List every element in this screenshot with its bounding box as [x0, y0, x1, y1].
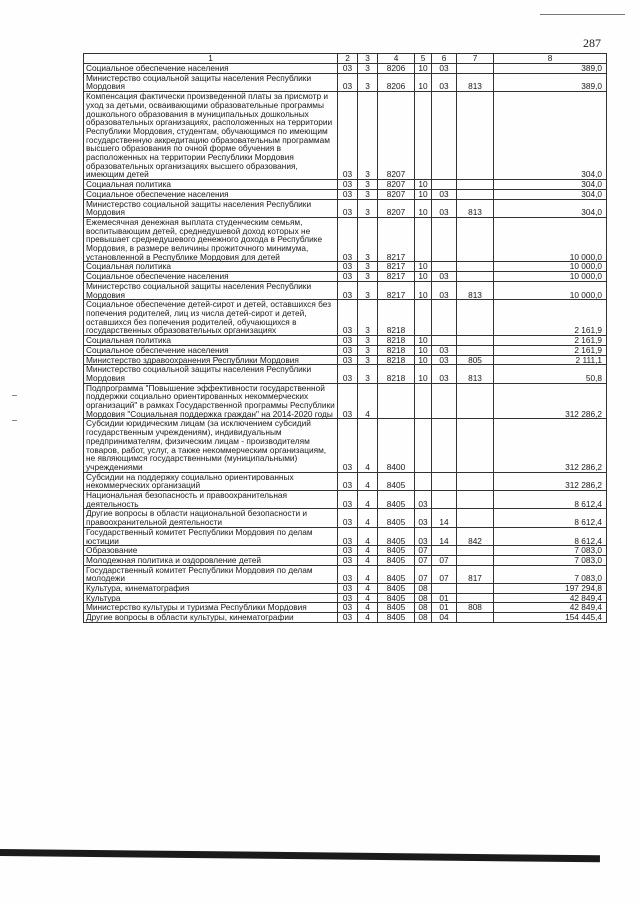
code-5: 10 [415, 336, 432, 346]
code-6: 01 [432, 593, 457, 603]
code-6: 03 [432, 272, 457, 282]
code-6: 01 [432, 603, 457, 613]
table-row [84, 491, 607, 509]
code-2: 03 [338, 180, 358, 190]
code-6: 03 [432, 64, 457, 74]
code-3: 3 [358, 365, 378, 383]
code-4: 8405 [378, 565, 415, 583]
column-header: 1 [84, 54, 338, 64]
amount: 154 445,4 [494, 613, 607, 623]
code-7 [457, 491, 494, 509]
amount: 7 083,0 [494, 555, 607, 565]
code-4: 8405 [378, 472, 415, 490]
row-name: Государственный комитет Республики Мордовия по делам молодежи [84, 565, 338, 583]
amount: 42 849,4 [494, 603, 607, 613]
code-6 [432, 472, 457, 490]
code-7 [457, 64, 494, 74]
code-7 [457, 189, 494, 199]
code-6: 03 [432, 345, 457, 355]
code-3: 3 [358, 355, 378, 365]
code-5: 10 [415, 262, 432, 272]
code-6 [432, 217, 457, 262]
code-7 [457, 383, 494, 419]
row-name: Подпрограмма "Повышение эффективности государственной поддержки социально ориентированных некоммерческих организаций" в рамках Государственной программы Республики Мордовия "Социальная поддержка граждан" на 2014-2020 годы [84, 383, 338, 419]
row-name: Министерство социальной защиты населения Республики Мордовия [84, 281, 338, 299]
amount: 389,0 [494, 64, 607, 74]
code-7 [457, 593, 494, 603]
table-row [84, 603, 607, 613]
code-6 [432, 92, 457, 180]
code-4: 8206 [378, 64, 415, 74]
row-name: Компенсация фактически произведенной платы за присмотр и уход за детьми, осваивающими образовательные программы дошкольного образования в муниципальных дошкольных образовательных организациях, расположенных на территории Республики Мордовия, студентам, обучающимся по имеющим государственную аккредитацию образовательным программам высшего образования по очной форме обучения в расположенных на территории Республики Мордовия образовательных организациях высшего образования, имеющим детей [84, 92, 338, 180]
code-5: 10 [415, 73, 432, 91]
code-5: 08 [415, 613, 432, 623]
table-row [84, 472, 607, 490]
code-4 [378, 383, 415, 419]
table-row [84, 189, 607, 199]
code-2: 03 [338, 199, 358, 217]
code-3: 3 [358, 199, 378, 217]
code-5: 10 [415, 355, 432, 365]
code-5: 10 [415, 345, 432, 355]
code-3: 3 [358, 272, 378, 282]
code-7 [457, 336, 494, 346]
amount: 10 000,0 [494, 262, 607, 272]
code-3: 4 [358, 509, 378, 527]
code-7: 842 [457, 527, 494, 545]
code-5: 10 [415, 199, 432, 217]
code-7: 817 [457, 565, 494, 583]
code-6: 03 [432, 281, 457, 299]
code-6 [432, 300, 457, 336]
code-2: 03 [338, 565, 358, 583]
code-2: 03 [338, 300, 358, 336]
code-4: 8405 [378, 584, 415, 594]
amount: 7 083,0 [494, 565, 607, 583]
code-3: 3 [358, 189, 378, 199]
code-5: 03 [415, 527, 432, 545]
code-2: 03 [338, 491, 358, 509]
code-3: 3 [358, 345, 378, 355]
code-4: 8218 [378, 336, 415, 346]
amount: 312 286,2 [494, 419, 607, 472]
code-3: 4 [358, 546, 378, 556]
amount: 7 083,0 [494, 546, 607, 556]
code-4: 8405 [378, 491, 415, 509]
code-5 [415, 300, 432, 336]
code-6: 03 [432, 73, 457, 91]
code-7 [457, 472, 494, 490]
amount: 2 161,9 [494, 300, 607, 336]
amount: 2 111,1 [494, 355, 607, 365]
code-2: 03 [338, 593, 358, 603]
code-4: 8217 [378, 262, 415, 272]
code-5: 10 [415, 272, 432, 282]
code-5: 10 [415, 180, 432, 190]
amount: 304,0 [494, 199, 607, 217]
code-2: 03 [338, 217, 358, 262]
amount: 304,0 [494, 92, 607, 180]
scan-edge-bar [0, 849, 600, 862]
code-7: 805 [457, 355, 494, 365]
code-4: 8207 [378, 199, 415, 217]
code-6 [432, 180, 457, 190]
code-3: 3 [358, 281, 378, 299]
column-header: 5 [415, 54, 432, 64]
code-3: 4 [358, 593, 378, 603]
code-3: 3 [358, 217, 378, 262]
row-name: Министерство культуры и туризма Республики Мордовия [84, 603, 338, 613]
code-3: 4 [358, 419, 378, 472]
margin-marks [12, 395, 17, 421]
code-2: 03 [338, 64, 358, 74]
code-4: 8405 [378, 555, 415, 565]
code-2: 03 [338, 272, 358, 282]
code-2: 03 [338, 472, 358, 490]
column-header: 3 [358, 54, 378, 64]
code-5: 08 [415, 593, 432, 603]
table-row [84, 509, 607, 527]
code-6: 14 [432, 527, 457, 545]
row-name: Молодежная политика и оздоровление детей [84, 555, 338, 565]
code-2: 03 [338, 189, 358, 199]
code-2: 03 [338, 345, 358, 355]
row-name: Другие вопросы в области культуры, кинематографии [84, 613, 338, 623]
code-2: 03 [338, 73, 358, 91]
table-row [84, 555, 607, 565]
table-row [84, 272, 607, 282]
page-number: 287 [583, 36, 601, 50]
code-3: 3 [358, 262, 378, 272]
column-header: 7 [457, 54, 494, 64]
table-row [84, 180, 607, 190]
code-6 [432, 584, 457, 594]
row-name: Культура, кинематография [84, 584, 338, 594]
code-5: 08 [415, 584, 432, 594]
row-name: Культура [84, 593, 338, 603]
code-2: 03 [338, 365, 358, 383]
code-6 [432, 491, 457, 509]
row-name: Социальная политика [84, 180, 338, 190]
code-6 [432, 383, 457, 419]
code-4: 8405 [378, 593, 415, 603]
code-2: 03 [338, 92, 358, 180]
code-5: 10 [415, 64, 432, 74]
amount: 389,0 [494, 73, 607, 91]
budget-table [83, 53, 607, 623]
row-name: Министерство социальной защиты населения Республики Мордовия [84, 365, 338, 383]
amount: 304,0 [494, 189, 607, 199]
code-6: 03 [432, 189, 457, 199]
row-name: Субсидии юридическим лицам (за исключением субсидий государственным учреждениям), индивидуальным предпринимателям, физическим лицам - производителям товаров, работ, услуг, а также некоммерческим организациям, не являющимся государственными (муниципальными) учреждениями [84, 419, 338, 472]
code-5 [415, 92, 432, 180]
table-row [84, 262, 607, 272]
code-6 [432, 419, 457, 472]
table-row [84, 345, 607, 355]
table-row [84, 64, 607, 74]
amount: 10 000,0 [494, 217, 607, 262]
code-2: 03 [338, 262, 358, 272]
table-row [84, 419, 607, 472]
code-3: 4 [358, 491, 378, 509]
code-2: 03 [338, 613, 358, 623]
code-7: 808 [457, 603, 494, 613]
code-7 [457, 509, 494, 527]
table-row [84, 336, 607, 346]
code-7 [457, 584, 494, 594]
code-2: 03 [338, 336, 358, 346]
row-name: Образование [84, 546, 338, 556]
code-5 [415, 419, 432, 472]
row-name: Ежемесячная денежная выплата студенческим семьям, воспитывающим детей, среднедушевой доход которых не превышает среднедушевого денежного дохода в Республике Мордовия, в размере величины прожиточного минимума, установленной в Республике Мордовия для детей [84, 217, 338, 262]
code-7 [457, 613, 494, 623]
code-7: 813 [457, 281, 494, 299]
row-name: Социальная политика [84, 262, 338, 272]
code-6: 07 [432, 555, 457, 565]
code-6 [432, 262, 457, 272]
code-4: 8405 [378, 509, 415, 527]
code-3: 3 [358, 336, 378, 346]
code-4: 8207 [378, 180, 415, 190]
code-7 [457, 546, 494, 556]
code-4: 8217 [378, 217, 415, 262]
table-row [84, 613, 607, 623]
code-7 [457, 217, 494, 262]
table-row [84, 281, 607, 299]
code-2: 03 [338, 584, 358, 594]
code-3: 3 [358, 73, 378, 91]
row-name: Социальное обеспечение населения [84, 345, 338, 355]
row-name: Национальная безопасность и правоохранительная деятельность [84, 491, 338, 509]
amount: 2 161,9 [494, 336, 607, 346]
code-5: 07 [415, 565, 432, 583]
row-name: Социальное обеспечение населения [84, 272, 338, 282]
row-name: Социальное обеспечение населения [84, 189, 338, 199]
code-7 [457, 345, 494, 355]
code-6 [432, 546, 457, 556]
code-2: 03 [338, 419, 358, 472]
amount: 312 286,2 [494, 472, 607, 490]
code-6: 07 [432, 565, 457, 583]
row-name: Другие вопросы в области национальной безопасности и правоохранительной деятельности [84, 509, 338, 527]
amount: 312 286,2 [494, 383, 607, 419]
code-5: 03 [415, 491, 432, 509]
code-2: 03 [338, 527, 358, 545]
code-5 [415, 472, 432, 490]
code-7 [457, 272, 494, 282]
row-name: Министерство здравоохранения Республики Мордовия [84, 355, 338, 365]
code-6: 04 [432, 613, 457, 623]
code-7: 813 [457, 365, 494, 383]
code-3: 3 [358, 64, 378, 74]
code-4: 8405 [378, 613, 415, 623]
code-4: 8405 [378, 527, 415, 545]
code-3: 3 [358, 92, 378, 180]
amount: 8 612,4 [494, 527, 607, 545]
row-name: Государственный комитет Республики Мордовия по делам юстиции [84, 527, 338, 545]
row-name: Субсидии на поддержку социально ориентированных некоммерческих организаций [84, 472, 338, 490]
code-2: 03 [338, 555, 358, 565]
code-5: 07 [415, 555, 432, 565]
code-2: 03 [338, 281, 358, 299]
top-rule [540, 14, 625, 15]
table-row [84, 73, 607, 91]
code-5 [415, 217, 432, 262]
code-5: 10 [415, 189, 432, 199]
code-5: 10 [415, 281, 432, 299]
code-4: 8218 [378, 300, 415, 336]
row-name: Министерство социальной защиты населения Республики Мордовия [84, 199, 338, 217]
code-4: 8207 [378, 92, 415, 180]
code-6: 03 [432, 365, 457, 383]
table-row [84, 527, 607, 545]
code-4: 8405 [378, 546, 415, 556]
code-5: 03 [415, 509, 432, 527]
table-row [84, 199, 607, 217]
code-3: 3 [358, 180, 378, 190]
table-row [84, 92, 607, 180]
code-4: 8218 [378, 365, 415, 383]
table-row [84, 355, 607, 365]
code-5: 08 [415, 603, 432, 613]
code-2: 03 [338, 355, 358, 365]
table-row [84, 546, 607, 556]
code-3: 4 [358, 584, 378, 594]
code-6: 03 [432, 199, 457, 217]
column-header: 4 [378, 54, 415, 64]
code-4: 8206 [378, 73, 415, 91]
code-7 [457, 300, 494, 336]
table-row [84, 593, 607, 603]
table-row [84, 217, 607, 262]
code-3: 4 [358, 603, 378, 613]
code-4: 8217 [378, 281, 415, 299]
amount: 10 000,0 [494, 272, 607, 282]
column-header: 2 [338, 54, 358, 64]
code-3: 4 [358, 555, 378, 565]
code-2: 03 [338, 603, 358, 613]
amount: 197 294,8 [494, 584, 607, 594]
code-4: 8218 [378, 355, 415, 365]
code-2: 03 [338, 509, 358, 527]
code-4: 8405 [378, 603, 415, 613]
code-7 [457, 262, 494, 272]
code-3: 4 [358, 472, 378, 490]
table-row [84, 584, 607, 594]
row-name: Социальное обеспечение населения [84, 64, 338, 74]
code-5: 10 [415, 365, 432, 383]
code-3: 4 [358, 613, 378, 623]
row-name: Социальное обеспечение детей-сирот и детей, оставшихся без попечения родителей, лиц из числа детей-сирот и детей, оставшихся без попечения родителей, обучающихся в государственных образовательных организациях [84, 300, 338, 336]
row-name: Социальная политика [84, 336, 338, 346]
column-header: 6 [432, 54, 457, 64]
code-3: 4 [358, 527, 378, 545]
code-7 [457, 419, 494, 472]
code-4: 8400 [378, 419, 415, 472]
code-5 [415, 383, 432, 419]
code-4: 8217 [378, 272, 415, 282]
code-7 [457, 180, 494, 190]
code-2: 03 [338, 546, 358, 556]
code-6 [432, 336, 457, 346]
code-3: 3 [358, 300, 378, 336]
amount: 8 612,4 [494, 509, 607, 527]
code-7 [457, 92, 494, 180]
header-row [84, 54, 607, 64]
column-header: 8 [494, 54, 607, 64]
row-name: Министерство социальной защиты населения Республики Мордовия [84, 73, 338, 91]
amount: 2 161,9 [494, 345, 607, 355]
code-4: 8218 [378, 345, 415, 355]
code-7 [457, 555, 494, 565]
table-row [84, 565, 607, 583]
amount: 10 000,0 [494, 281, 607, 299]
amount: 50,8 [494, 365, 607, 383]
table-row [84, 365, 607, 383]
amount: 8 612,4 [494, 491, 607, 509]
code-7: 813 [457, 199, 494, 217]
code-3: 4 [358, 383, 378, 419]
code-4: 8207 [378, 189, 415, 199]
code-7: 813 [457, 73, 494, 91]
code-6: 03 [432, 355, 457, 365]
table-row [84, 383, 607, 419]
code-6: 14 [432, 509, 457, 527]
table-row [84, 300, 607, 336]
amount: 304,0 [494, 180, 607, 190]
code-5: 07 [415, 546, 432, 556]
code-3: 4 [358, 565, 378, 583]
amount: 42 849,4 [494, 593, 607, 603]
code-2: 03 [338, 383, 358, 419]
